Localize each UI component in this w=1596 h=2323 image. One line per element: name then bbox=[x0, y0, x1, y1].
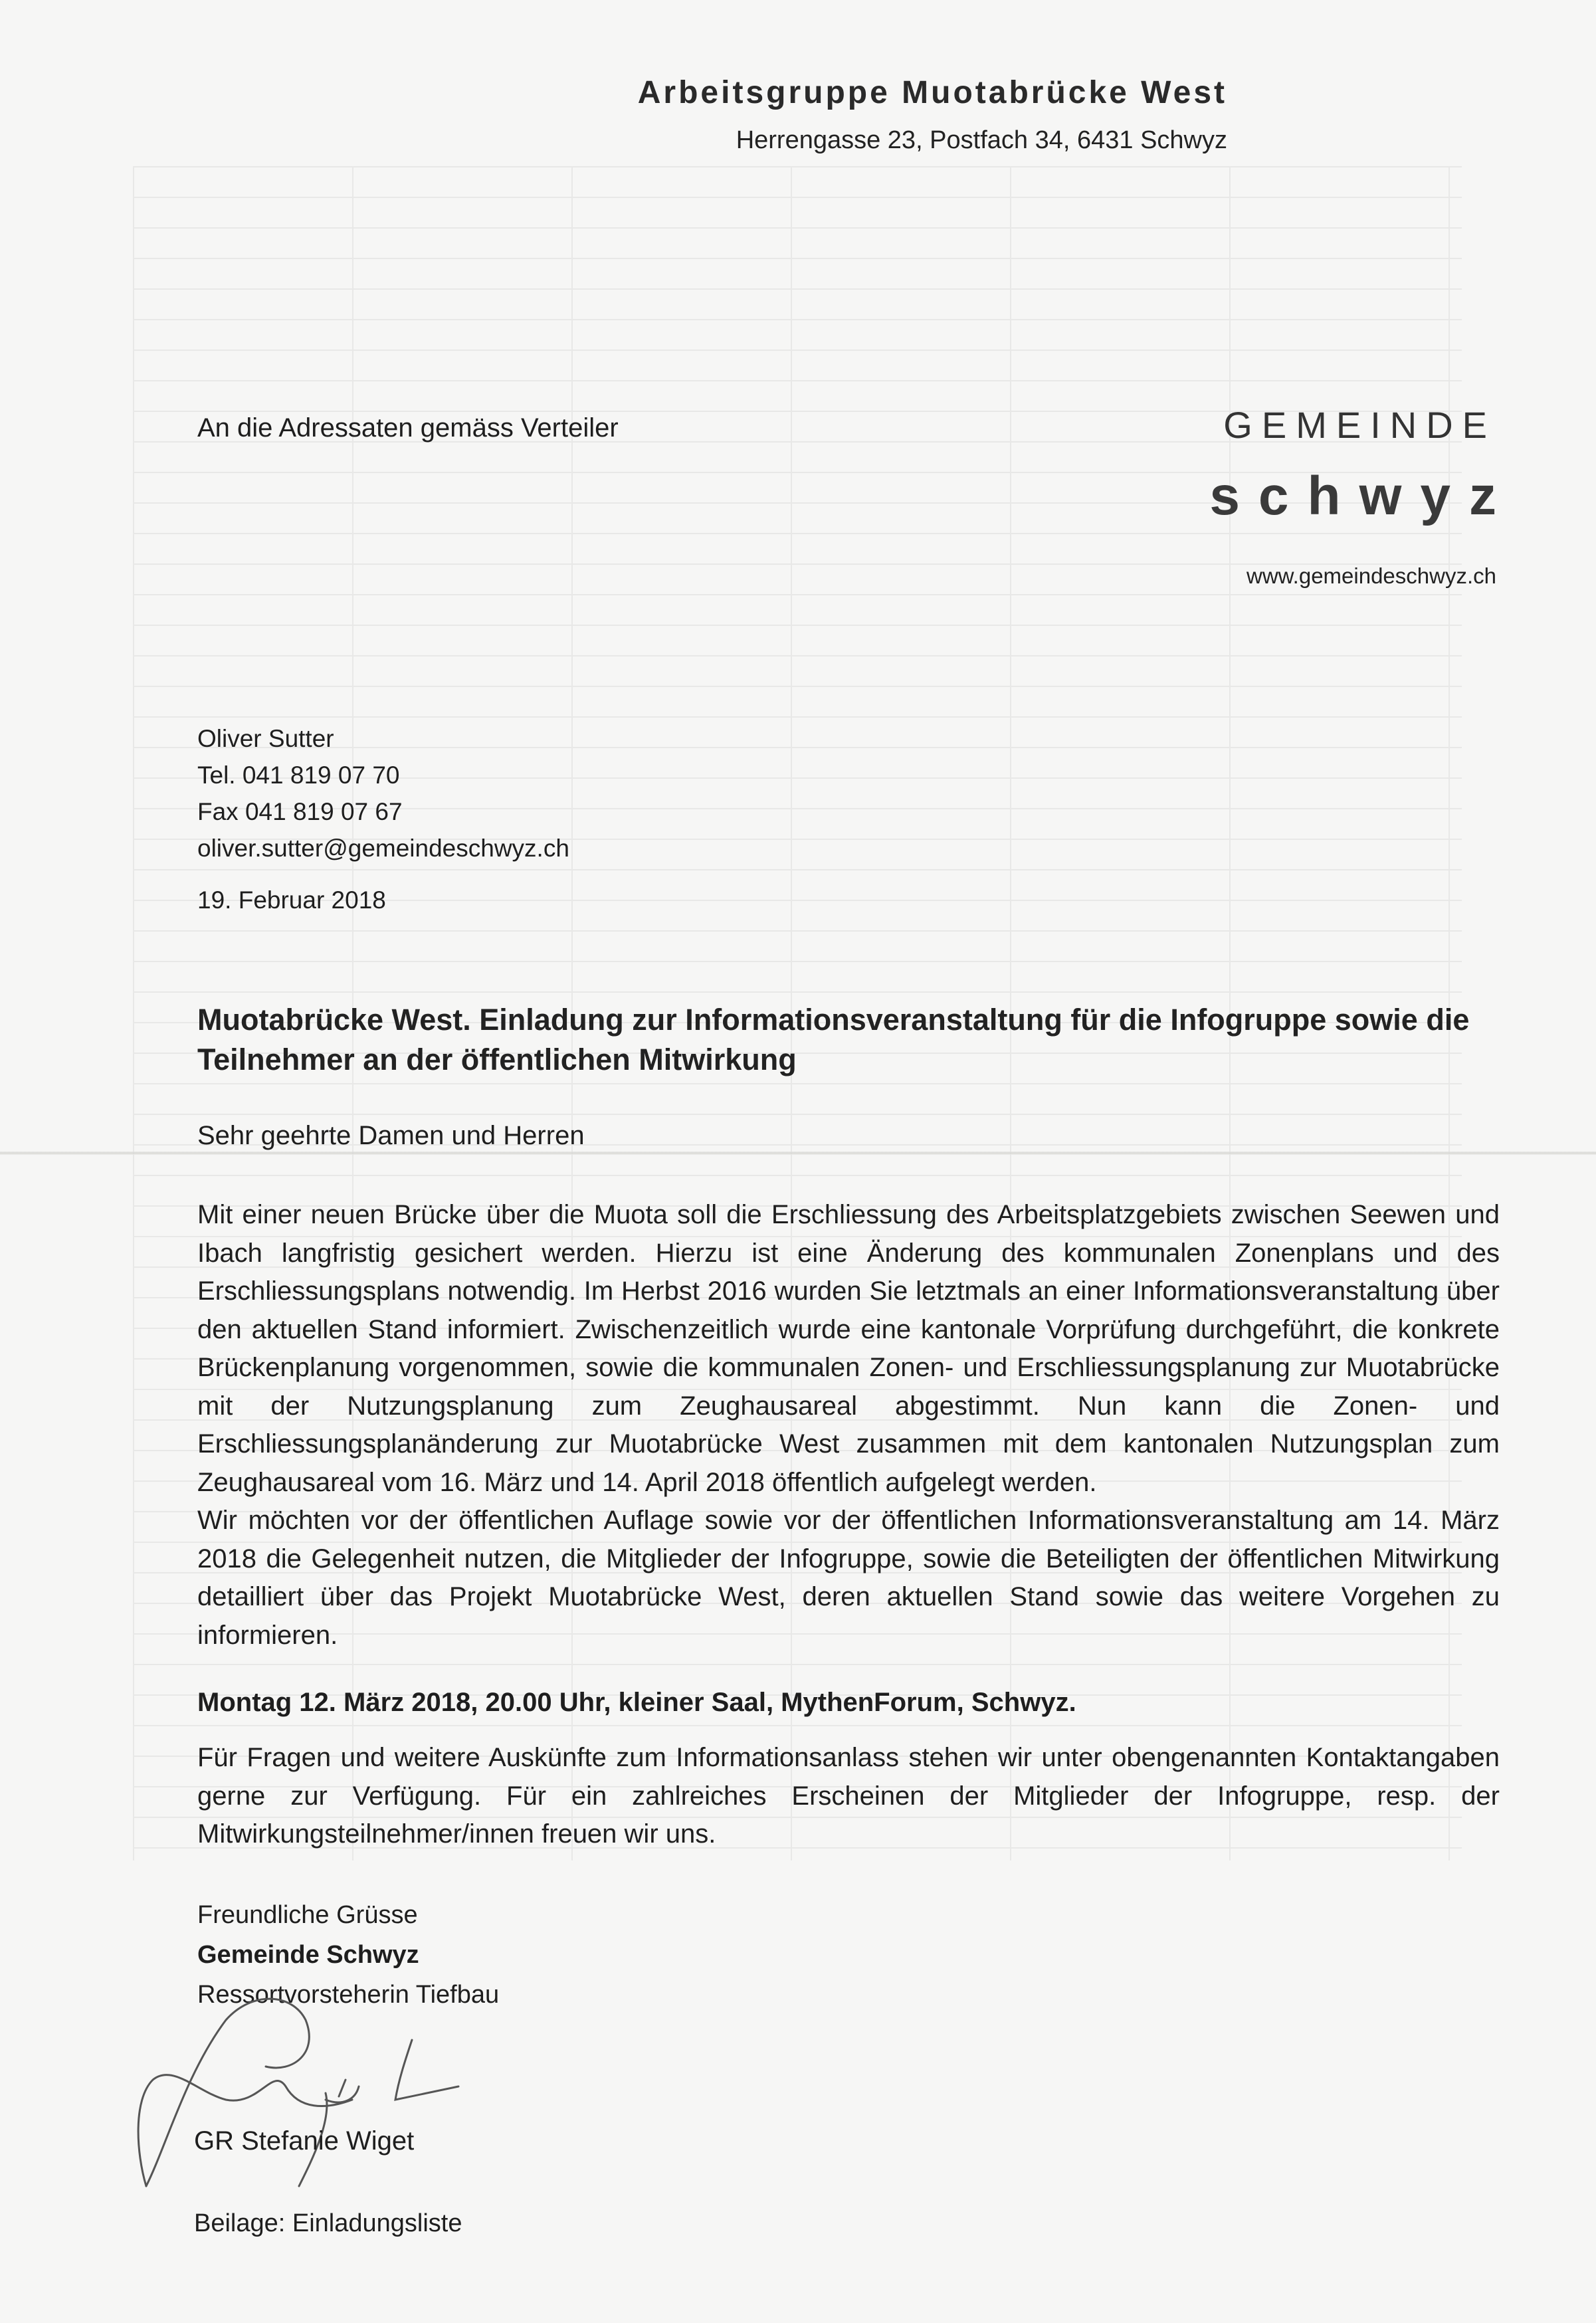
closing-organization: Gemeinde Schwyz bbox=[197, 1941, 419, 1969]
logo-website: www.gemeindeschwyz.ch bbox=[1247, 563, 1496, 588]
contact-phone: Tel. 041 819 07 70 bbox=[197, 761, 400, 789]
handwritten-signature-icon bbox=[126, 1993, 538, 2193]
body-paragraph-2: Wir möchten vor der öffentlichen Auflage sowie vor der öffentlichen Informationsveranstaltung am 14. März 2018 die Gelegenheit nutzen, die Mitglieder der Infogruppe, sowie die Beteiligten der öffentlichen Mitwirkung detailliert über das Projekt Muotabrücke West, deren aktuellen Stand sowie das weitere Vorgehen zu informieren. bbox=[197, 1506, 1500, 1650]
contact-email: oliver.sutter@gemeindeschwyz.ch bbox=[197, 835, 569, 862]
contact-fax: Fax 041 819 07 67 bbox=[197, 798, 403, 825]
event-details: Montag 12. März 2018, 20.00 Uhr, kleiner Saal, MythenForum, Schwyz. bbox=[197, 1688, 1076, 1717]
sender-name: Arbeitsgruppe Muotabrücke West bbox=[637, 75, 1227, 110]
sender-address: Herrengasse 23, Postfach 34, 6431 Schwyz bbox=[736, 126, 1227, 154]
enclosure-note: Beilage: Einladungsliste bbox=[194, 2209, 462, 2237]
contact-block bbox=[197, 720, 569, 866]
salutation: Sehr geehrte Damen und Herren bbox=[197, 1121, 585, 1150]
closing-role: Ressortvorsteherin Tiefbau bbox=[197, 1981, 500, 2009]
subject-line: Muotabrücke West. Einladung zur Informationsveranstaltung für die Infogruppe sowie die Teilnehmer an der öffentlichen Mitwirkung bbox=[197, 1003, 1470, 1076]
letter-date: 19. Februar 2018 bbox=[197, 886, 386, 914]
signer-name: GR Stefanie Wiget bbox=[194, 2126, 415, 2156]
recipient-line: An die Adressaten gemäss Verteiler bbox=[197, 413, 619, 443]
logo-schwyz: schwyz bbox=[1209, 466, 1515, 526]
logo-gemeinde: GEMEINDE bbox=[1223, 404, 1496, 446]
contact-name: Oliver Sutter bbox=[197, 725, 334, 752]
body-paragraph-1: Mit einer neuen Brücke über die Muota soll die Erschliessung des Arbeitsplatzgebiets zwischen Seewen und Ibach langfristig gesichert werden. Hierzu ist eine Änderung des kommunalen Zonenplans und des Erschliessungsplans notwendig. Im Herbst 2016 wurden Sie letztmals an einer Informationsveranstaltung über den aktuellen Stand informiert. Zwischenzeitlich wurde eine kantonale Vorprüfung durchgeführt, die konkrete Brückenplanung vorgenommen, sowie die kommunalen Zonen- und Erschliessungsplanung zur Muotabrücke mit der Nutzungsplanung zum Zeughausareal abgestimmt. Nun kann die Zonen- und Erschliessungsplanänderung zur Muotabrücke West zusammen mit dem kantonalen Nutzungsplan zum Zeughausareal vom 16. März und 14. April 2018 öffentlich aufgelegt werden. bbox=[197, 1200, 1500, 1497]
paper-fold-line bbox=[0, 1152, 1596, 1155]
letter-body bbox=[197, 1196, 1500, 1655]
closing-greeting: Freundliche Grüsse bbox=[197, 1901, 418, 1929]
body-paragraph-3: Für Fragen und weitere Auskünfte zum Informationsanlass stehen wir unter obengenannten Kontaktangaben gerne zur Verfügung. Für ein zahlreiches Erscheinen der Mitglieder der Infogruppe, resp. der Mitwirkungsteilnehmer/innen freuen wir uns. bbox=[197, 1743, 1500, 1849]
